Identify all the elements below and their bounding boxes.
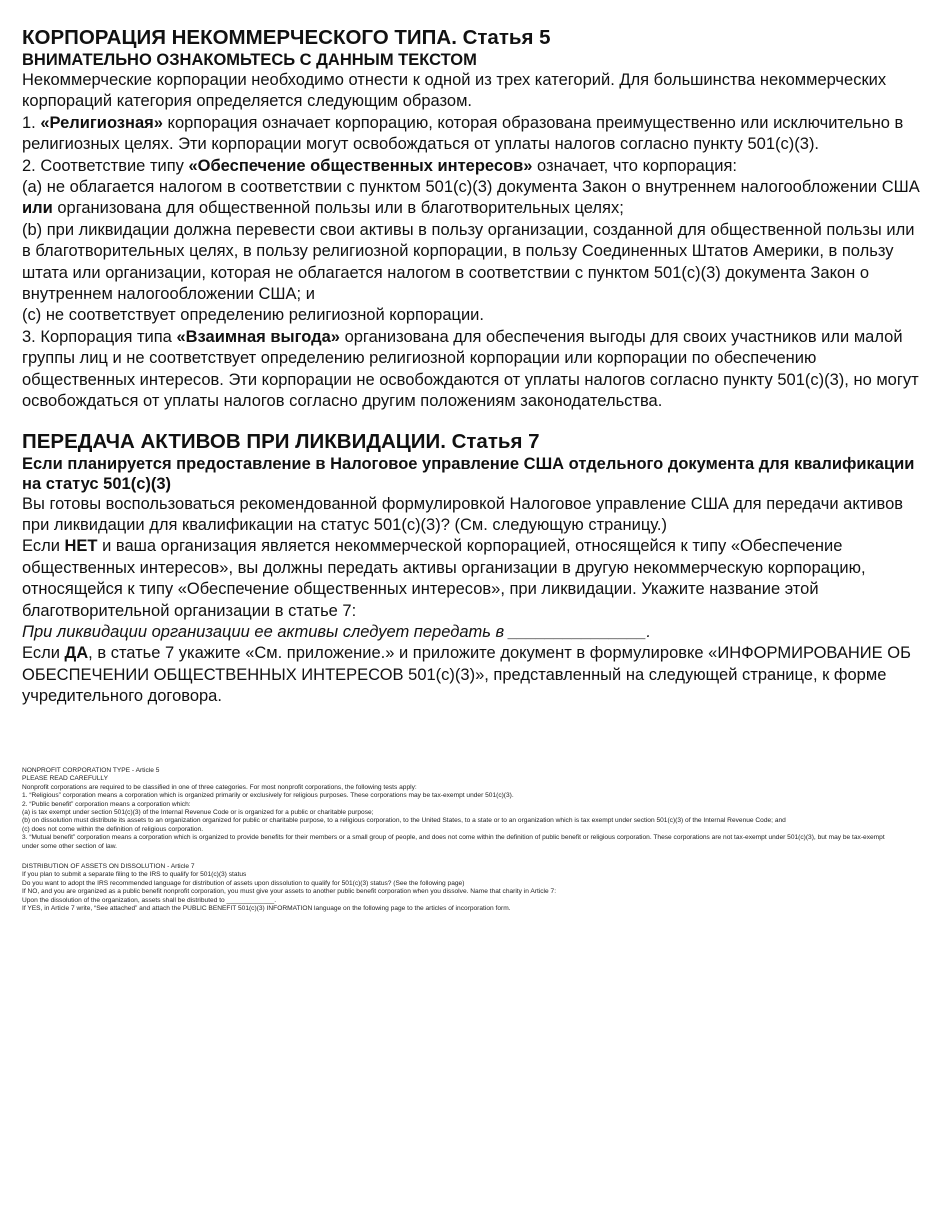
article-5-subtitle: ВНИМАТЕЛЬНО ОЗНАКОМЬТЕСЬ С ДАННЫМ ТЕКСТОМ bbox=[22, 51, 477, 69]
no-prefix: Если bbox=[22, 537, 65, 556]
item-number: 2. Соответствие типу bbox=[22, 156, 189, 175]
english-text-line: If YES, in Article 7 write, “See attached” and attach the PUBLIC BENEFIT 501(c)(3) INFORMATION language on the following page to the articles of incorporation form. bbox=[22, 905, 511, 913]
subitem-a bbox=[22, 177, 922, 220]
yes-prefix: Если bbox=[22, 644, 65, 663]
yes-term: ДА bbox=[64, 644, 89, 663]
religious-paragraph bbox=[22, 113, 922, 156]
english-text-line: Upon the dissolution of the organization, assets shall be distributed to _____________. bbox=[22, 896, 277, 904]
english-article-7 bbox=[22, 863, 902, 913]
english-text-line: 2. “Public benefit” corporation means a corporation which: bbox=[22, 800, 191, 808]
english-article-5 bbox=[22, 767, 902, 851]
yes-answer-paragraph bbox=[22, 643, 922, 707]
public-benefit-term: «Обеспечение общественных интересов» bbox=[188, 156, 533, 175]
mutual-benefit-term: «Взаимная выгода» bbox=[176, 327, 340, 346]
article-7-subtitle: Если планируется предоставление в Налоговое управление США отдельного документа для квалификации на статус 501(c)(3) bbox=[22, 454, 915, 493]
english-text-line: DISTRIBUTION OF ASSETS ON DISSOLUTION - Article 7 bbox=[22, 863, 195, 871]
public-benefit-paragraph bbox=[22, 156, 922, 177]
english-text-line: Do you want to adopt the IRS recommended language for distribution of assets upon dissolution to qualify for 501(c)(3) status? (See the following page) bbox=[22, 879, 465, 887]
english-text-line: NONPROFIT CORPORATION TYPE - Article 5 bbox=[22, 767, 160, 774]
english-text-line: 1. “Religious” corporation means a corporation which is organized primarily or exclusively for religious purposes. These corporations may be tax-exempt under 501(c)(3). bbox=[22, 792, 514, 800]
english-text-line: (a) is tax exempt under section 501(c)(3) of the Internal Revenue Code or is organized for a public or charitable purpose; bbox=[22, 809, 374, 817]
subitem-b: (b) при ликвидации должна перевести свои активы в пользу организации, созданной для общественной пользы или в благотворительных целях, в пользу религиозной корпорации, в пользу Соединенных Штатов Америки, в пользу штата или организации, которая не облагается налогом в соответствии с пунктом 501(c)(3) документа Закон о внутреннем налогообложении США; и bbox=[22, 220, 915, 304]
mutual-benefit-text: организована для обеспечения выгоды для своих участников или малой группы лиц и не соответствует определению религиозной корпорации или корпорации по обеспечению общественных интересов. Эти корпорации не освобождаются от уплаты налогов согласно пункту 501(c)(3), но могут освобождаться от уплаты налогов согласно другим положениям законодательства. bbox=[22, 327, 919, 411]
no-answer-paragraph bbox=[22, 536, 922, 622]
no-text: и ваша организация является некоммерческой корпорацией, относящейся к типу «Обеспечение общественных интересов», вы должны передать активы организации в другую некоммерческую корпорацию, относящейся к типу «Обеспечение общественных интересов», при ликвидации. Укажите название этой благотворительной организации в статье 7: bbox=[22, 537, 866, 620]
subitem-a-or: или bbox=[22, 199, 53, 218]
dissolution-blank-text: При ликвидации организации ее активы следует передать в _______________. bbox=[22, 622, 651, 641]
english-text-line: (c) does not come within the definition of religious corporation. bbox=[22, 825, 204, 833]
subitem-a-end: организована для общественной пользы или в благотворительных целях; bbox=[52, 199, 624, 218]
russian-text-block bbox=[22, 26, 922, 708]
english-text-line: Nonprofit corporations are required to be classified in one of three categories. For most nonprofit corporations, the following tests apply: bbox=[22, 783, 417, 791]
item-number: 3. Корпорация типа bbox=[22, 327, 177, 346]
item-number: 1. bbox=[22, 113, 41, 132]
english-text-line: If NO, and you are organized as a public benefit nonprofit corporation, you must give your assets to another public benefit corporation when you dissolve. Name that charity in Article 7: bbox=[22, 888, 557, 896]
english-original-block bbox=[22, 767, 902, 914]
no-term: НЕТ bbox=[64, 537, 98, 556]
english-text-line: (b) on dissolution must distribute its assets to an organization organized for public or charitable purpose, to a religious corporation, to the United States, to a state or to an organization which is tax exempt under section 501(c)(3) of the Internal Revenue Code; and bbox=[22, 817, 786, 825]
subitem-c: (c) не соответствует определению религиозной корпорации. bbox=[22, 306, 484, 325]
english-text-line: PLEASE READ CAREFULLY bbox=[22, 775, 108, 783]
mutual-benefit-paragraph bbox=[22, 327, 922, 413]
article-5-intro: Некоммерческие корпорации необходимо отнести к одной из трех категорий. Для большинства некоммерческих корпораций категория определяется следующим образом. bbox=[22, 71, 887, 111]
yes-text: , в статье 7 укажите «См. приложение.» и приложите документ в формулировке «ИНФОРМИРОВАНИЕ ОБ ОБЕСПЕЧЕНИИ ОБЩЕСТВЕННЫХ ИНТЕРЕСОВ 501(c)(3)», представленный на следующей странице, к форме учредительного договора. bbox=[22, 644, 911, 706]
article-7-question: Вы готовы воспользоваться рекомендованной формулировкой Налоговое управление США для передачи активов при ликвидации для квалификации на статус 501(c)(3)? (См. следующую страницу.) bbox=[22, 494, 904, 534]
english-text-line: 3. “Mutual benefit” corporation means a corporation which is organized to provide benefits for their members or a small group of people, and does not come within the definition of public benefit or religious corporation. These corporations are not tax-exempt under 501(c)(3), but may be tax-exempt under some other section of law. bbox=[22, 834, 885, 850]
article-5-title: КОРПОРАЦИЯ НЕКОММЕРЧЕСКОГО ТИПА. Статья 5 bbox=[22, 26, 551, 49]
article-7-title: ПЕРЕДАЧА АКТИВОВ ПРИ ЛИКВИДАЦИИ. Статья 7 bbox=[22, 429, 540, 453]
religious-term: «Религиозная» bbox=[40, 113, 163, 132]
religious-text: корпорация означает корпорацию, которая образована преимущественно или исключительно в религиозных целях. Эти корпорации могут освобождаться от уплаты налогов согласно пункту 501(c)(3). bbox=[22, 113, 904, 154]
subitem-a-text: (a) не облагается налогом в соответствии с пунктом 501(c)(3) документа Закон о внутреннем налогообложении США bbox=[22, 178, 920, 197]
public-benefit-text: означает, что корпорация: bbox=[532, 156, 737, 175]
dissolution-blank-line bbox=[22, 622, 922, 643]
english-text-line: If you plan to submit a separate filing to the IRS to qualify for 501(c)(3) status bbox=[22, 871, 247, 879]
